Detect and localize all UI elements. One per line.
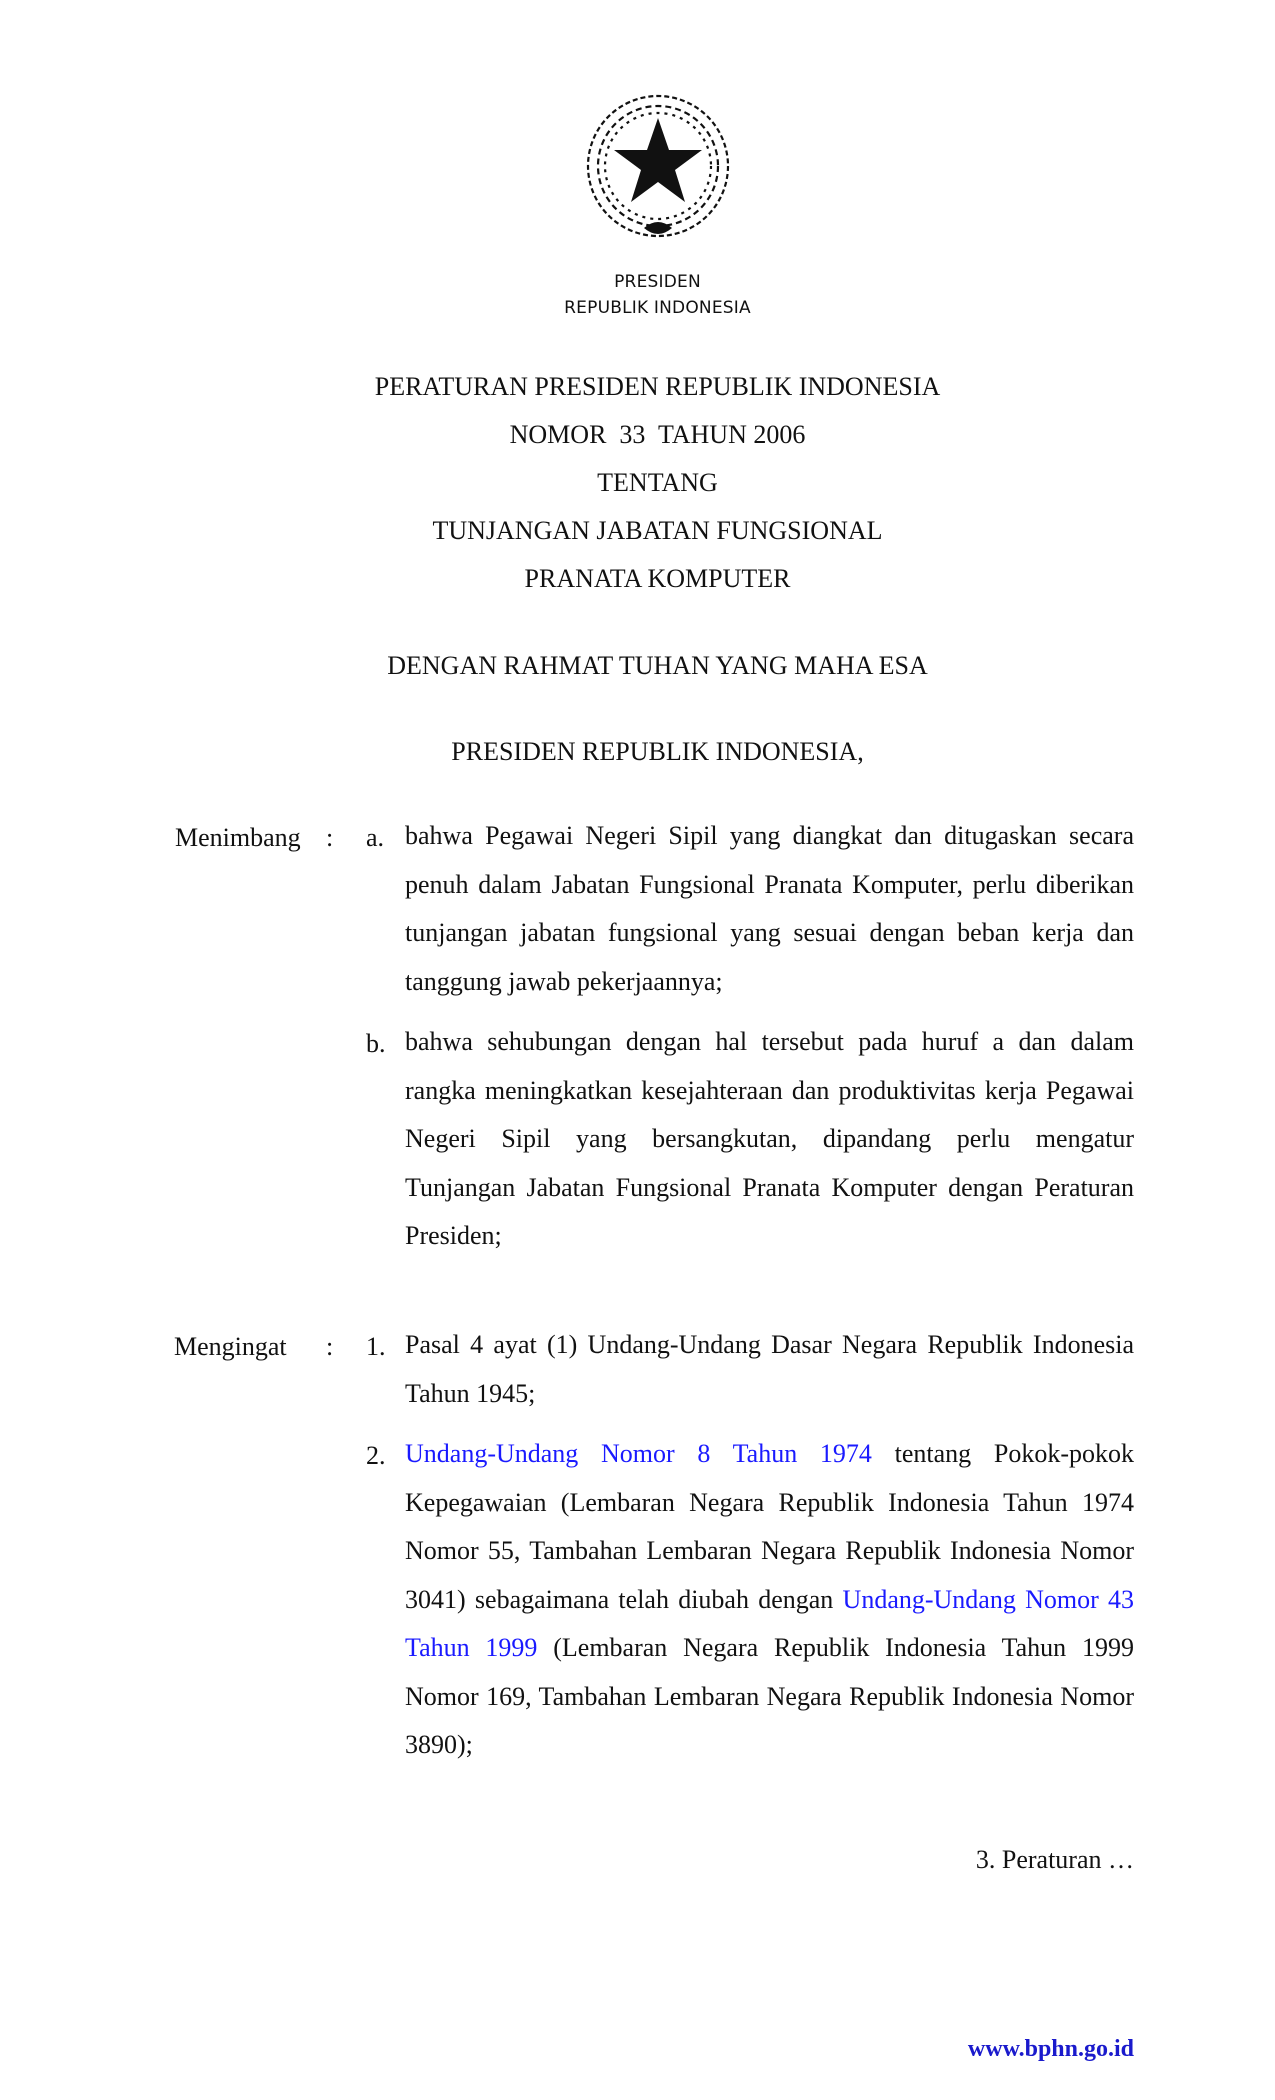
footer-website-link[interactable]: www.bphn.go.id	[967, 2036, 1134, 2062]
letterhead-line2: REPUBLIK INDONESIA	[564, 298, 751, 318]
law-link-uu-43-1999[interactable]: Undang-Undang Nomor 43 Tahun 1999	[405, 1584, 1134, 1662]
menimbang-b-text: bahwa sehubungan dengan hal tersebut pada huruf a dan dalam rangka meningkatkan kesejahteraan dan produktivitas kerja Pegawai Negeri Sipil yang bersangkutan, dipandang perlu mengatur Tunjangan Jabatan Fungsional Pranata Komputer dengan Peraturan Presiden;	[405, 1027, 1134, 1250]
title-line1: PERATURAN PRESIDEN REPUBLIK INDONESIA	[374, 372, 941, 401]
title-line4: TUNJANGAN JABATAN FUNGSIONAL	[432, 516, 883, 545]
president-heading: PRESIDEN REPUBLIK INDONESIA,	[451, 737, 864, 766]
letterhead-line1: PRESIDEN	[614, 272, 701, 292]
menimbang-colon: :	[326, 823, 334, 852]
menimbang-a-marker: a.	[366, 823, 385, 852]
law-link-uu-8-1974[interactable]: Undang-Undang Nomor 8 Tahun 1974	[405, 1439, 872, 1468]
mengingat-1-marker: 1.	[366, 1332, 386, 1361]
mengingat-colon: :	[326, 1332, 334, 1361]
blessing: DENGAN RAHMAT TUHAN YANG MAHA ESA	[387, 651, 928, 680]
title-line2: NOMOR 33 TAHUN 2006	[509, 420, 806, 449]
mengingat-label: Mengingat	[174, 1332, 287, 1361]
mengingat-2-text-part2: (Lembaran Negara Republik Indonesia Tahun 1999 Nomor 169, Tambahan Lembaran Negara Republik Indonesia Nomor 3890);	[405, 1633, 1134, 1759]
title-line5: PRANATA KOMPUTER	[524, 564, 791, 593]
title-line3: TENTANG	[597, 468, 718, 497]
mengingat-1-text: Pasal 4 ayat (1) Undang-Undang Dasar Negara Republik Indonesia Tahun 1945;	[405, 1330, 1134, 1408]
mengingat-2-marker: 2.	[366, 1441, 386, 1470]
mengingat-2-text-part1: tentang Pokok-pokok Kepegawaian (Lembaran Negara Republik Indonesia Tahun 1974 Nomor 55, Tambahan Lembaran Negara Republik Indonesia Nomor 3041) sebagaimana telah diubah dengan	[405, 1439, 1134, 1614]
presidential-emblem	[578, 88, 738, 248]
menimbang-a-text: bahwa Pegawai Negeri Sipil yang diangkat dan ditugaskan secara penuh dalam Jabatan Fungsional Pranata Komputer, perlu diberikan tunjangan jabatan fungsional yang sesuai dengan beban kerja dan tanggung jawab pekerjaannya;	[405, 821, 1134, 996]
mengingat-2-text	[405, 1430, 1134, 1770]
menimbang-b-marker: b.	[366, 1029, 386, 1058]
continuation-marker: 3. Peraturan …	[975, 1845, 1134, 1874]
menimbang-label: Menimbang	[175, 823, 301, 852]
